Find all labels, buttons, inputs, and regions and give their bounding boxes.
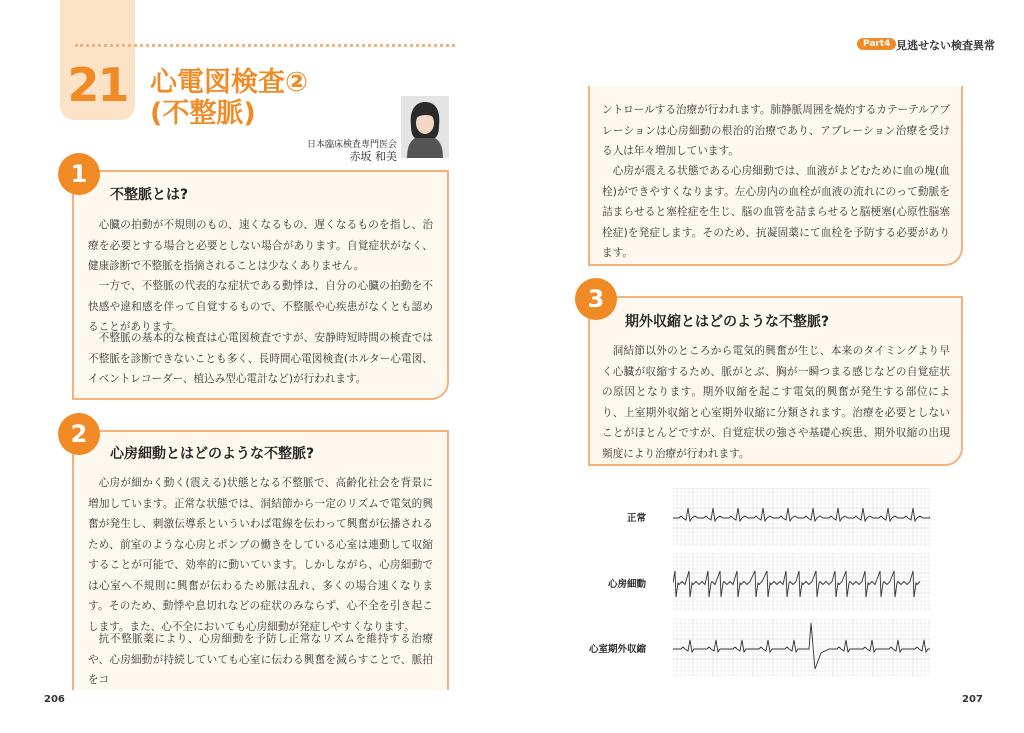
section-2-continued-paragraph-1: ントロールする治療が行われます。肺静脈周囲を焼灼するカテーテルアブレーションは心房細動の根治的治療であり、アブレーション治療を受ける人は年々増加しています。	[602, 104, 951, 157]
author-photo	[401, 96, 449, 158]
ecg-strip-normal	[673, 488, 930, 546]
ecg-trace	[673, 623, 930, 669]
section-1-number: 1	[58, 153, 100, 195]
section-2-number: 2	[58, 413, 100, 455]
ecg-strip-afib	[673, 553, 930, 611]
ecg-label-pvc: 心室期外収縮	[588, 644, 646, 655]
ecg-label-normal: 正常	[626, 513, 646, 524]
section-1-paragraph-3: 不整脈の基本的な検査は心電図検査ですが、安静時短時間の検査では不整脈を診断できないことも多く、長時間心電図検査(ホルター心電図、イベントレコーダー、植込み型心電計など)が行われます。	[88, 332, 433, 385]
section-2-continued-paragraph-2: 心房が震える状態である心房細動では、血液がよどむために血の塊(血栓)ができやすくなります。左心房内の血栓が血液の流れにのって動脈を詰まらせると塞栓症を生じ、脳の血管を詰まらせると脳梗塞(心原性脳塞栓症)を発症します。そのため、抗凝固薬にて血栓を予防する必要があります。	[602, 165, 950, 259]
section-2-heading: 心房細動とはどのような不整脈?	[110, 446, 315, 462]
section-2-paragraph-1: 心房が細かく動く(震える)状態となる不整脈で、高齢化社会を背景に増加しています。正常な状態では、洞結節から一定のリズムで電気的興奮が発生し、刺激伝導系といういわば電線を伝わって興奮が伝播されるため、前室のような心房とポンプの働きをしている心室は連動して収縮することが可能で、効率的に動いています。しかしながら、心房細動では心室へ不規則に興奮が伝わるため脈は乱れ、多くの場合速くなります。そのため、動悸や息切れなどの症状のみならず、心不全を引き起こします。また、心不全においても心房細動が発症しやすくなります。	[88, 477, 433, 633]
author-affiliation: 日本臨床検査専門医会	[306, 140, 397, 150]
section-2-paragraph-2: 抗不整脈薬により、心房細動を予防し正常なリズムを維持する治療や、心房細動が持続していても心室に伝わる興奮を減らすことで、脈拍をコ	[88, 633, 433, 686]
section-3-paragraph-1: 洞結節以外のところから電気的興奮が生じ、本来のタイミングより早く心臓が収縮するため、脈がとぶ、胸が一瞬つまる感じなどの自覚症状の原因となります。期外収縮を起こす電気的興奮が発生する部位により、上室期外収縮と心室期外収縮に分類されます。治療を必要としないことがほとんどですが、自覚症状の強さや基礎心疾患、期外収縮の出現頻度により治療が行われます。	[602, 345, 950, 460]
section-3-number: 3	[575, 278, 617, 320]
chapter-title-line1: 心電図検査②	[150, 67, 308, 98]
page-number-right: 207	[962, 694, 983, 705]
part-badge: Part4	[857, 38, 896, 50]
part-title: 見逃せない検査異常	[896, 39, 995, 52]
chapter-number: 21	[67, 58, 128, 112]
page-number-left: 206	[44, 694, 65, 705]
section-3-heading: 期外収縮とはどのような不整脈?	[625, 314, 830, 330]
ecg-strip-pvc	[673, 619, 930, 677]
section-1-paragraph-2: 一方で、不整脈の代表的な症状である動悸は、自分の心臓の拍動を不快感や違和感を伴って自覚するもので、不整脈や心疾患がなくとも認めることがあります。	[88, 280, 433, 333]
ecg-label-afib: 心房細動	[607, 579, 646, 590]
author-name: 赤坂 和美	[349, 150, 397, 163]
ecg-trace	[673, 508, 930, 521]
section-1-heading: 不整脈とは?	[110, 187, 189, 203]
chapter-title-line2: (不整脈)	[150, 98, 256, 129]
dotted-divider	[75, 44, 455, 47]
section-1-paragraph-1: 心臓の拍動が不規則のもの、速くなるもの、遅くなるものを指し、治療を必要とする場合と必要としない場合があります。自覚症状がなく、健康診断で不整脈を指摘されることは少なくありません。	[88, 219, 433, 272]
